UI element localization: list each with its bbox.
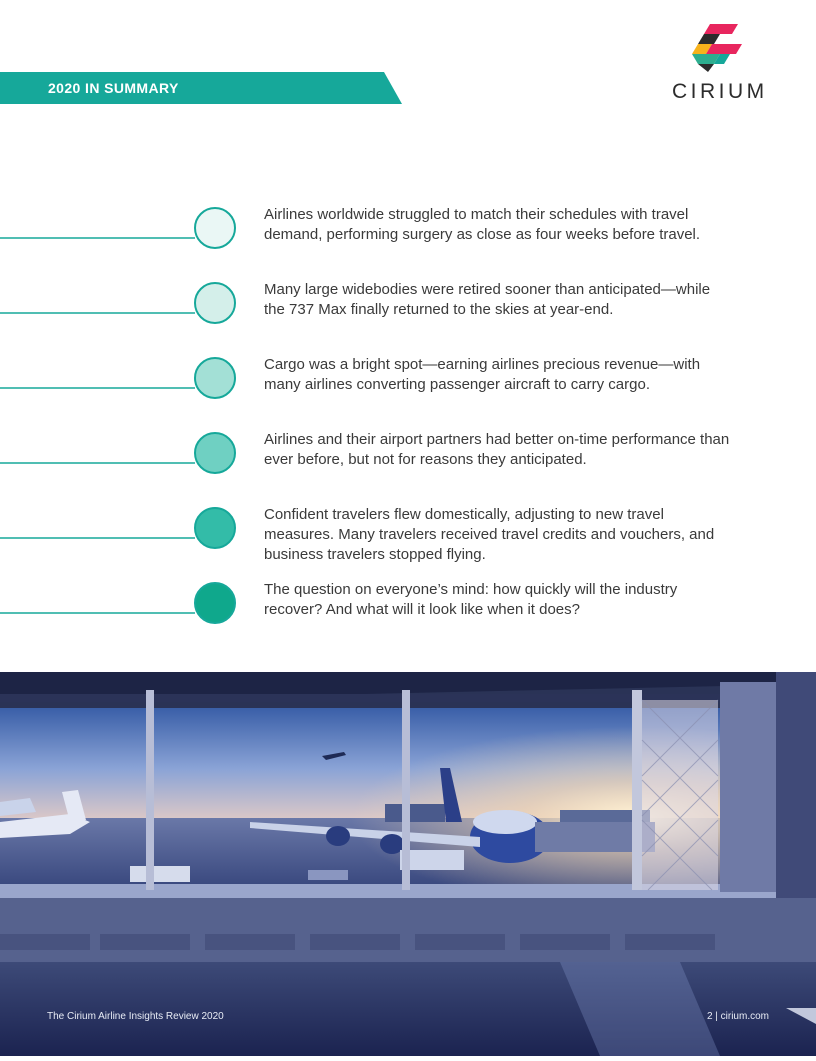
bullet-circle: [194, 507, 236, 549]
summary-item: [0, 355, 816, 415]
connector-line: [0, 601, 195, 603]
connector-line: [0, 301, 195, 303]
connector-line: [0, 376, 195, 378]
summary-text: Cargo was a bright spot—earning airlines precious revenue—with many airlines converting passenger aircraft to carry cargo.: [264, 356, 701, 393]
section-banner: [0, 72, 402, 104]
bullet-circle: [194, 582, 236, 624]
summary-item: [0, 430, 816, 490]
footer-publication: The Cirium Airline Insights Review 2020: [47, 1011, 224, 1022]
summary-text: Many large widebodies were retired sooner than anticipated—while the 737 Max finally returned to the skies at year-end.: [264, 281, 711, 318]
summary-item: [0, 205, 816, 265]
summary-item: [0, 280, 816, 340]
summary-text: Confident travelers flew domestically, adjusting to new travel measures. Many travelers received travel credits and vouchers, and business travelers stopped flying.: [264, 506, 715, 563]
airport-scene-illustration: [0, 672, 816, 1056]
logo-wordmark: CIRIUM: [672, 80, 768, 103]
bullet-circle: [194, 357, 236, 399]
footer-page-info: 2 | cirium.com: [706, 1011, 769, 1022]
bullet-circle: [194, 432, 236, 474]
bullet-circle: [194, 282, 236, 324]
connector-line: [0, 451, 195, 453]
summary-text: Airlines and their airport partners had better on-time performance than ever before, but not for reasons they anticipated.: [264, 431, 730, 468]
connector-line: [0, 526, 195, 528]
section-title: 2020 IN SUMMARY: [48, 80, 179, 96]
bullet-circle: [194, 207, 236, 249]
airport-window-photo: [0, 672, 816, 1056]
summary-text: Airlines worldwide struggled to match their schedules with travel demand, performing surgery as close as four weeks before travel.: [264, 206, 701, 243]
summary-item: [0, 580, 816, 640]
summary-text: The question on everyone’s mind: how quickly will the industry recover? And what will it look like when it does?: [264, 581, 678, 618]
cirium-logo-icon: [660, 20, 780, 80]
summary-item: [0, 505, 816, 565]
connector-line: [0, 226, 195, 228]
